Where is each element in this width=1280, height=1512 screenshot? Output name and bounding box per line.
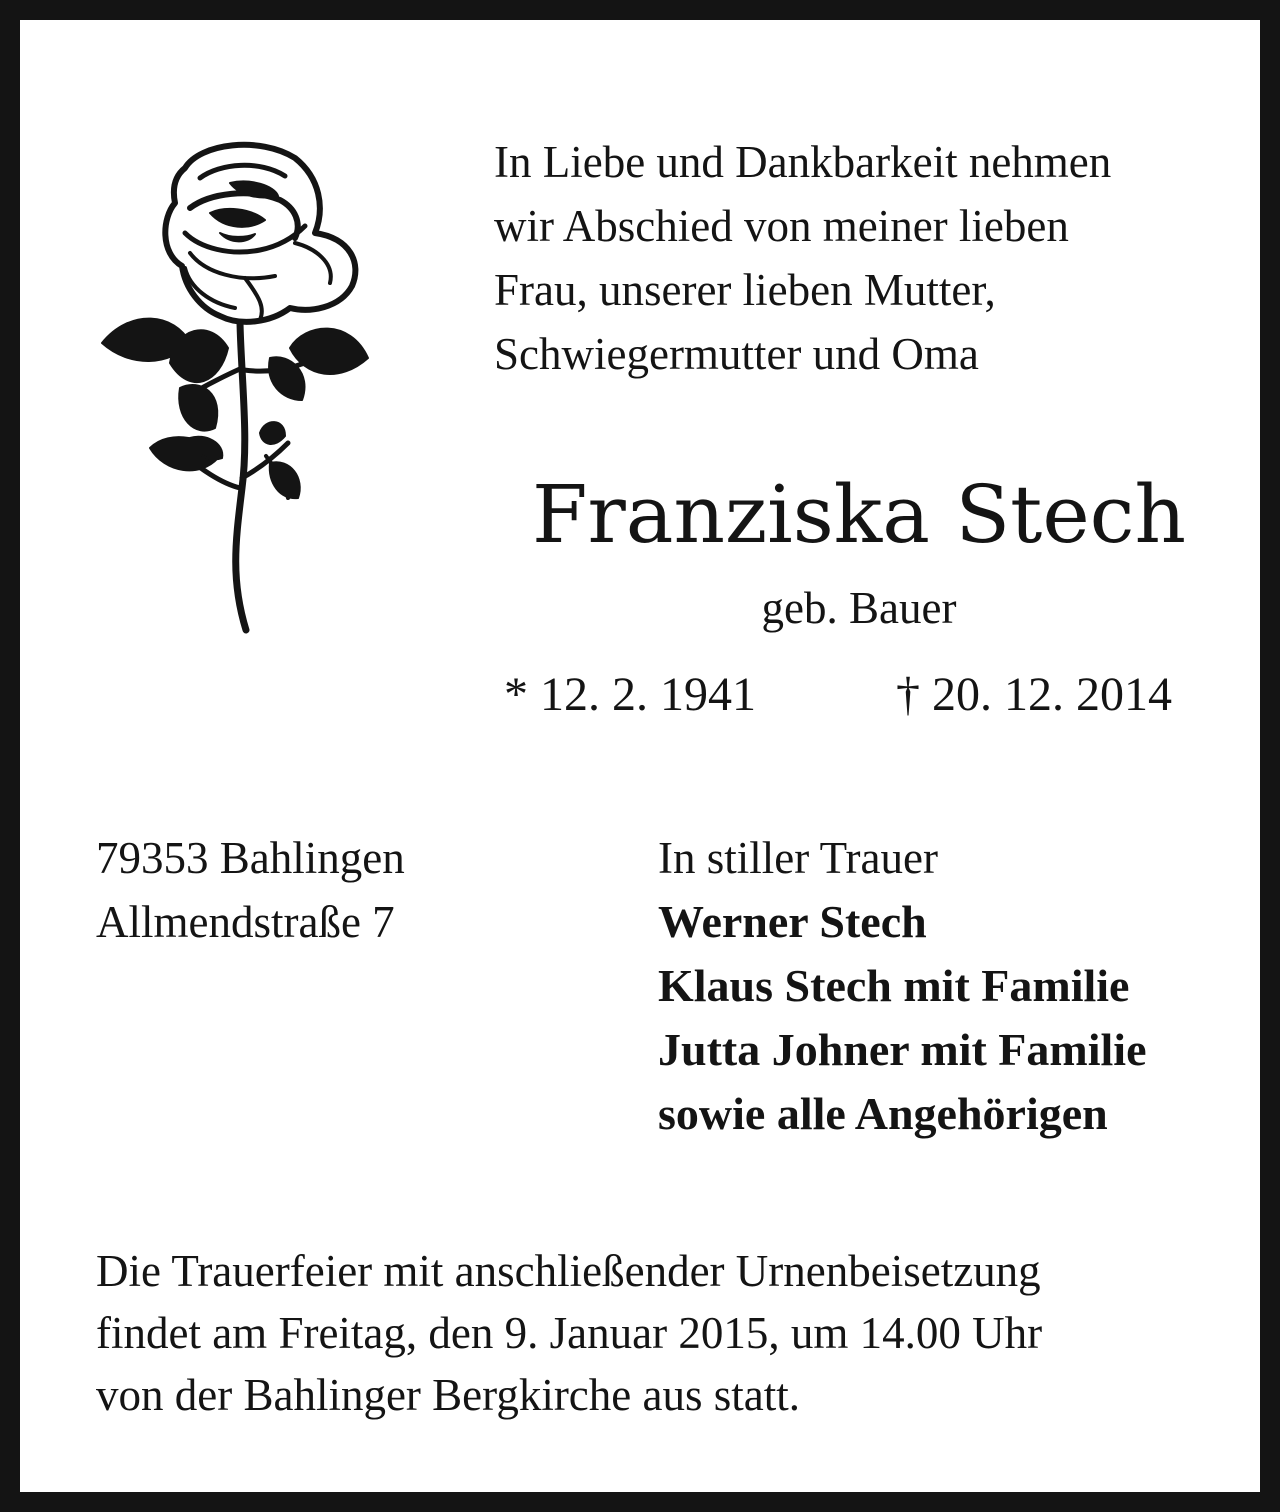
maiden-name: geb. Bauer	[761, 583, 957, 633]
birth-date: * 12. 2. 1941	[504, 668, 756, 721]
intro-line: Frau, unserer lieben Mutter,	[494, 265, 996, 315]
intro-text	[494, 130, 1224, 386]
intro-line: wir Abschied von meiner lieben	[494, 201, 1069, 251]
mourner-name: Werner Stech	[658, 896, 927, 947]
funeral-line: findet am Freitag, den 9. Januar 2015, um 14.00 Uhr	[96, 1308, 1043, 1358]
funeral-line: Die Trauerfeier mit anschließender Urnenbeisetzung	[96, 1246, 1041, 1296]
address-street: Allmendstraße 7	[96, 897, 395, 947]
mourners-heading: In stiller Trauer	[658, 833, 938, 883]
death-date: † 20. 12. 2014	[896, 668, 1172, 721]
funeral-announcement	[96, 1240, 1224, 1426]
mourner-name: Klaus Stech mit Familie	[658, 960, 1130, 1011]
mourner-name: Jutta Johner mit Familie	[658, 1024, 1147, 1075]
mourners-block	[658, 826, 1146, 1146]
address-block	[96, 826, 405, 954]
deceased-name: Franziska Stech	[532, 468, 1186, 561]
intro-line: Schwiegermutter und Oma	[494, 329, 979, 379]
address-city: 79353 Bahlingen	[96, 833, 405, 883]
rose-icon	[90, 138, 390, 638]
funeral-line: von der Bahlinger Bergkirche aus statt.	[96, 1370, 800, 1420]
intro-line: In Liebe und Dankbarkeit nehmen	[494, 137, 1112, 187]
mourner-name: sowie alle Angehörigen	[658, 1088, 1108, 1139]
